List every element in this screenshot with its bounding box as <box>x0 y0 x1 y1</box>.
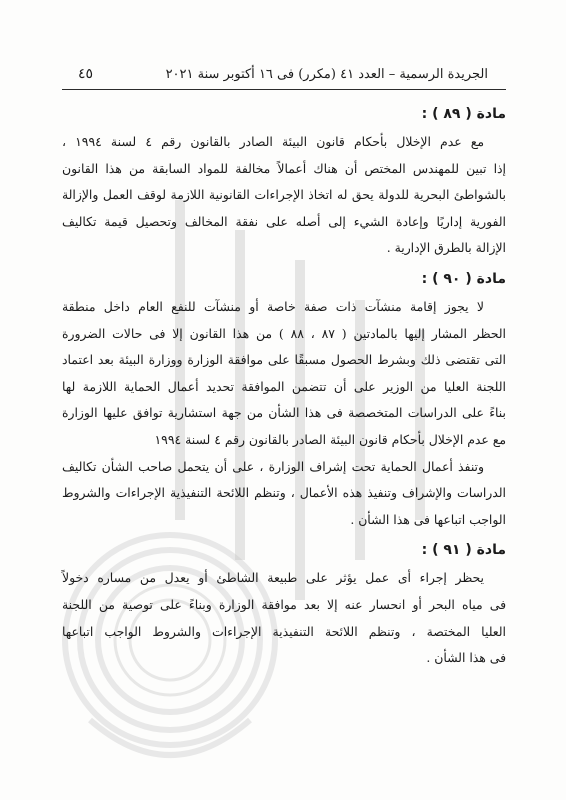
article-89 <box>62 103 506 262</box>
article-line: فى هذا الشأن . <box>426 650 506 666</box>
page-header <box>78 62 488 86</box>
article-line: الإزالة بالطرق الإدارية . <box>386 240 506 256</box>
article-line: اللجنة العليا من الوزير على أن تتضمن الموافقة تحديد أعمال الحماية اللازمة لها <box>62 378 506 394</box>
article-line: وتنفذ أعمال الحماية تحت إشراف الوزارة ، على أن يتحمل صاحب الشأن تكاليف <box>62 458 484 474</box>
article-line: العليا المختصة ، وتنظم اللائحة التنفيذية الإجراءات والشروط الواجب اتباعها <box>62 623 506 639</box>
article-line: الواجب اتباعها فى هذا الشأن . <box>350 511 506 527</box>
article-line: الحظر المشار إليها بالمادتين ( ٨٧ ، ٨٨ ) من هذا القانون إلا فى حالات الضرورة <box>62 325 506 341</box>
article-title: مادة ( ٨٩ ) : <box>421 106 506 122</box>
article-line: الفورية إداريًا وإعادة الشيء إلى أصله على نفقة المخالف وتحصيل قيمة تكاليف <box>62 213 506 229</box>
article-line: لا يجوز إقامة منشآت ذات صفة خاصة أو منشآت للنفع العام داخل منطقة <box>62 298 484 314</box>
header-title: الجريدة الرسمية – العدد ٤١ (مكرر) فى ١٦ أكتوبر سنة ٢٠٢١ <box>165 66 488 82</box>
article-line: التى تقتضى ذلك وبشرط الحصول مسبقًا على موافقة الوزارة ووزارة البيئة بعد اعتماد <box>62 352 506 368</box>
article-line: الدراسات والإشراف وتنفيذ هذه الأعمال ، وتنظم اللائحة التنفيذية الإجراءات والشروط <box>62 485 506 501</box>
article-line: فى مياه البحر أو انحسار عنه إلا بعد موافقة الوزارة وبناءً على توصية من اللجنة <box>62 596 506 612</box>
article-title: مادة ( ٩٠ ) : <box>421 270 506 287</box>
article-line: مع عدم الإخلال بأحكام قانون البيئة الصادر بالقانون رقم ٤ لسنة ١٩٩٤ ، <box>62 134 484 149</box>
article-91 <box>62 539 506 671</box>
page-number: ٤٥ <box>78 66 94 82</box>
page-body <box>62 97 506 672</box>
article-90 <box>62 268 506 533</box>
article-line: يحظر إجراء أى عمل يؤثر على طبيعة الشاطئ أو يعدل من مساره دخولاً <box>62 570 484 586</box>
article-title: مادة ( ٩١ ) : <box>421 542 506 559</box>
header-divider <box>62 89 506 90</box>
article-line: بالشواطئ البحرية للدولة يحق له اتخاذ الإجراءات القانونية اللازمة لوقف العمل والإزالة <box>62 187 506 203</box>
article-line: بناءً على الدراسات المتخصصة فى هذا الشأن من جهة استشارية توافق عليها الوزارة <box>62 405 506 421</box>
article-line: مع عدم الإخلال بأحكام قانون البيئة الصادر بالقانون رقم ٤ لسنة ١٩٩٤ <box>154 431 506 447</box>
article-line: إذا تبين للمهندس المختص أن هناك أعمالاً مخالفة للمواد السابقة من هذا القانون <box>62 160 506 176</box>
